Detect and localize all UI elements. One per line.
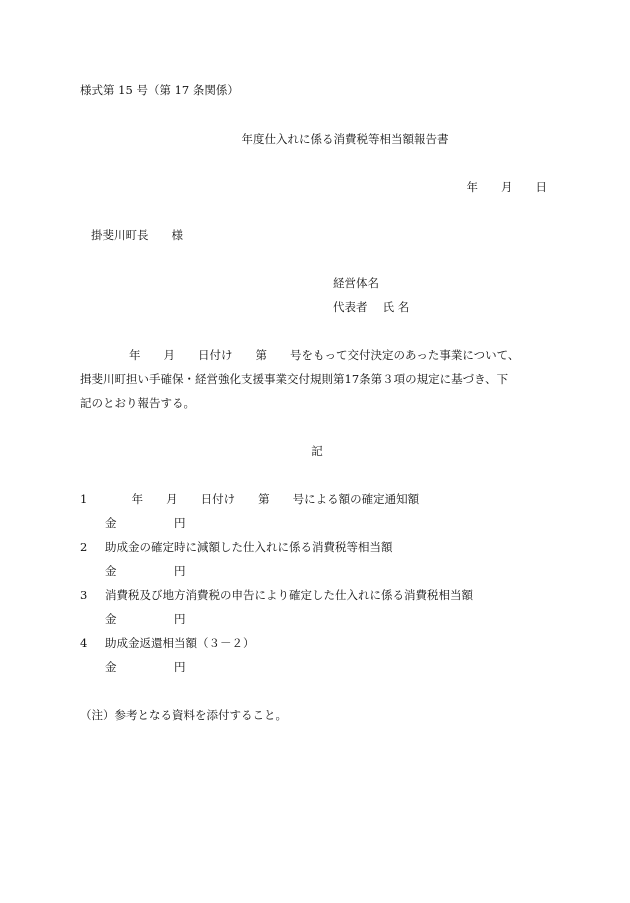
form-number: 様式第 15 号（第 17 条関係）: [80, 83, 239, 97]
item-number: 4: [80, 636, 88, 650]
document-title: 年度仕入れに係る消費税等相当額報告書: [241, 132, 449, 146]
body-line-2: 揖斐川町担い手確保・経営強化支援事業交付規則第17条第３項の規定に基づき、下: [80, 372, 509, 386]
body-line-3: 記のとおり報告する。: [80, 396, 195, 410]
ki-heading: 記: [311, 444, 323, 458]
item-amount: 金 円: [105, 612, 186, 626]
item-text: 消費税及び地方消費税の申告により確定した仕入れに係る消費税相当額: [105, 588, 473, 602]
item-text: 助成金返還相当額（３－２）: [105, 636, 255, 650]
org-name-label: 経営体名: [333, 276, 379, 290]
item-text: 助成金の確定時に減額した仕入れに係る消費税等相当額: [105, 540, 393, 554]
item-number: 2: [80, 540, 88, 554]
date-line: 年 月 日: [466, 180, 547, 194]
addressee: 掛斐川町長 様: [91, 228, 183, 242]
body-line-1: 年 月 日付け 第 号をもって交付決定のあった事業について、: [129, 348, 520, 362]
item-amount: 金 円: [105, 564, 186, 578]
item-text: 年 月 日付け 第 号による額の確定通知額: [105, 492, 420, 506]
item-number: 3: [80, 588, 88, 602]
item-amount: 金 円: [105, 660, 186, 674]
note: （注）参考となる資料を添付すること。: [80, 708, 287, 722]
item-number: 1: [80, 492, 88, 506]
representative-label: 代表者 氏 名: [333, 300, 410, 314]
item-amount: 金 円: [105, 516, 186, 530]
